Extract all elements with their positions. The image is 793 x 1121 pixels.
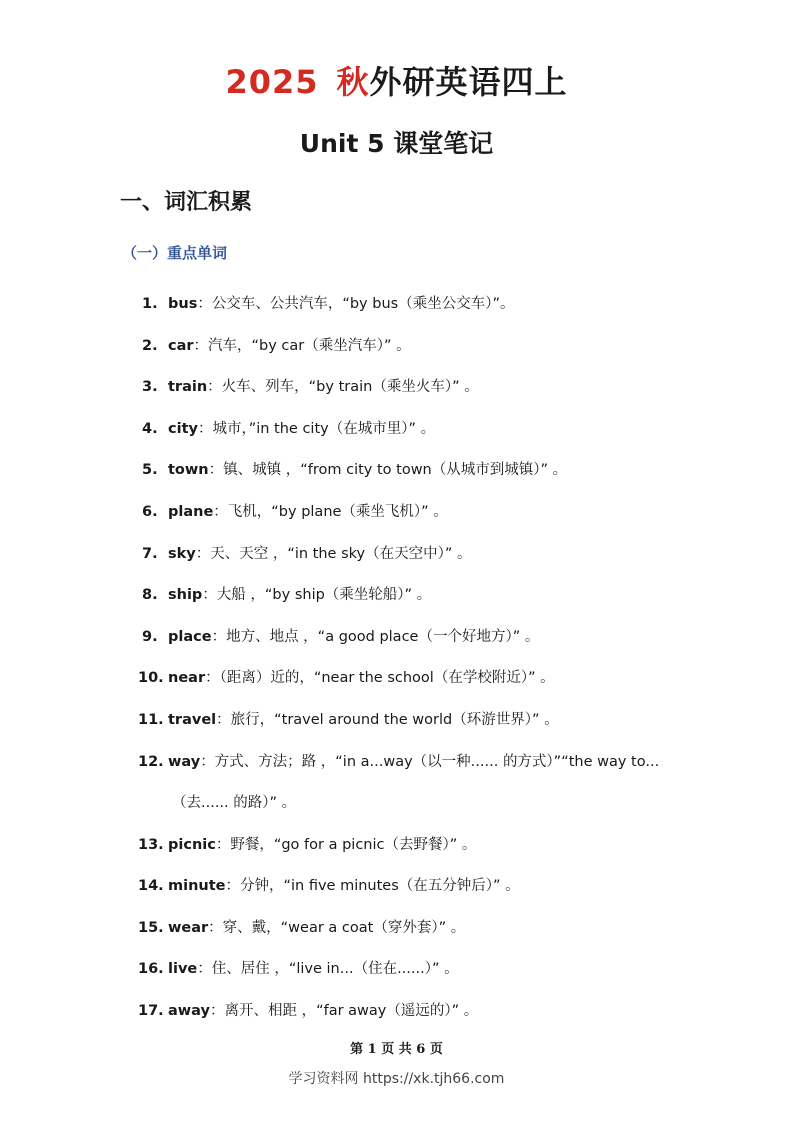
vocab-number: 9. (142, 629, 158, 645)
vocab-item (142, 293, 514, 315)
vocab-definition: ：分钟，“in five minutes（在五分钟后）” 。 (225, 878, 520, 894)
vocab-definition: ：公交车、公共汽车，“by bus（乘坐公交车）”。 (197, 296, 515, 312)
vocab-item (138, 958, 459, 980)
vocab-item (138, 1000, 479, 1022)
vocab-word: sky (168, 546, 196, 562)
vocab-item (138, 875, 520, 897)
vocab-number: 14. (138, 878, 164, 894)
vocab-word: wear (168, 920, 209, 936)
vocab-definition: ：离开、相距 ，“far away（遥远的）” 。 (209, 1003, 479, 1019)
vocab-word: plane (168, 504, 214, 520)
vocab-definition: ：天、天空 ，“in the sky（在天空中）” 。 (195, 546, 472, 562)
vocab-definition: ：（距离）近的，“near the school（在学校附近）” 。 (205, 670, 555, 686)
vocab-item (142, 376, 479, 398)
vocab-definition: ：野餐，“go for a picnic（去野餐）” 。 (215, 837, 477, 853)
vocab-item (138, 917, 466, 939)
vocab-word: minute (168, 878, 226, 894)
vocab-item (138, 667, 555, 689)
vocab-definition: ：汽车，“by car（乘坐汽车）” 。 (193, 338, 411, 354)
vocab-item (142, 626, 539, 648)
vocab-word: live (168, 961, 198, 977)
vocab-number: 4. (142, 421, 158, 437)
vocab-word: town (168, 462, 209, 478)
page-number: 第 1 页 共 6 页 (350, 1042, 443, 1057)
vocab-number: 13. (138, 837, 164, 853)
vocab-definition: ：城市，”in the city（在城市里）” 。 (197, 421, 436, 437)
vocab-item (142, 459, 567, 481)
vocab-word: near (168, 670, 206, 686)
vocab-number: 7. (142, 546, 158, 562)
vocab-word: travel (168, 712, 217, 728)
document-subtitle: Unit 5 课堂笔记 (299, 129, 494, 158)
vocab-word: away (168, 1003, 210, 1019)
vocab-number: 5. (142, 462, 158, 478)
vocab-definition: ：旅行，“travel around the world（环游世界）” 。 (216, 712, 559, 728)
vocab-definition: ：穿、戴，“wear a coat（穿外套）” 。 (208, 920, 466, 936)
vocab-definition-continued: （去...... 的路）” 。 (172, 795, 297, 811)
vocab-word: ship (168, 587, 203, 603)
vocab-word: place (168, 629, 212, 645)
vocab-number: 8. (142, 587, 158, 603)
vocab-item (142, 543, 471, 565)
vocab-word: picnic (168, 837, 216, 853)
vocab-word: bus (168, 296, 198, 312)
vocab-number: 2. (142, 338, 158, 354)
vocab-definition: ：飞机，“by plane（乘坐飞机）” 。 (213, 504, 448, 520)
section-heading: 一、词汇积累 (120, 190, 253, 215)
title-season: 秋 (336, 63, 370, 101)
vocab-definition: ：方式、方法；路 ，“in a...way（以一种...... 的方式）”“the way to... (200, 754, 660, 770)
vocab-number: 6. (142, 504, 158, 520)
vocab-word: train (168, 379, 208, 395)
vocab-number: 11. (138, 712, 164, 728)
vocab-definition: ：大船 ，“by ship（乘坐轮船）” 。 (202, 587, 432, 603)
vocab-item (138, 709, 559, 731)
title-rest: 外研英语四上 (369, 63, 568, 101)
vocab-word: car (168, 338, 194, 354)
vocab-item (142, 501, 448, 523)
vocab-definition: ：地方、地点 ，“a good place（一个好地方）” 。 (211, 629, 540, 645)
document-title (0, 60, 793, 104)
vocab-item (138, 834, 477, 856)
title-year: 2025 (225, 63, 319, 101)
vocab-number: 15. (138, 920, 164, 936)
vocab-number: 12. (138, 754, 164, 770)
section-subheading: （一）重点单词 (122, 244, 228, 262)
vocab-number: 1. (142, 296, 158, 312)
vocab-definition: ：镇、城镇 ，“from city to town（从城市到城镇）” 。 (208, 462, 568, 478)
vocab-word: city (168, 421, 198, 437)
vocab-item (142, 335, 411, 357)
vocab-word: way (168, 754, 201, 770)
vocab-item (142, 584, 431, 606)
vocab-definition: ：火车、列车，“by train（乘坐火车）” 。 (207, 379, 479, 395)
vocab-definition: ：住、居住 ，“live in...（住在......）” 。 (197, 961, 459, 977)
vocab-number: 16. (138, 961, 164, 977)
vocab-number: 17. (138, 1003, 164, 1019)
vocab-item (142, 418, 435, 440)
site-watermark: 学习资料网 https://xk.tjh66.com (288, 1071, 505, 1087)
vocab-item (138, 751, 660, 773)
vocab-number: 3. (142, 379, 158, 395)
vocab-number: 10. (138, 670, 164, 686)
